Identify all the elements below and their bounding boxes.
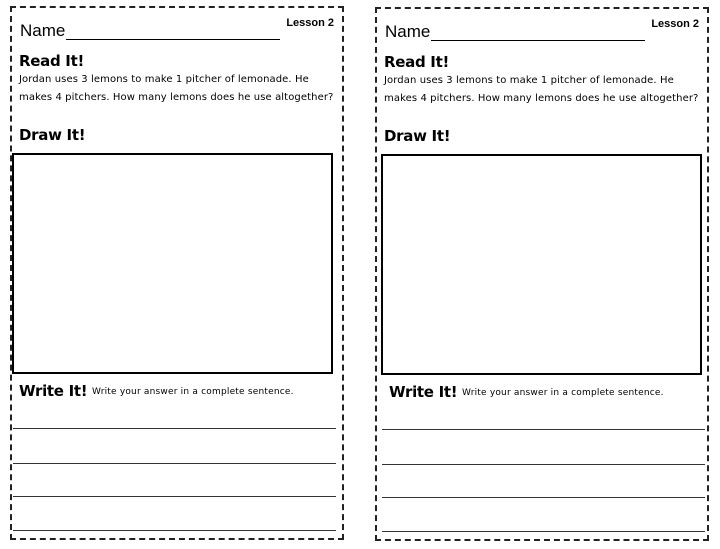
word-problem-text: Jordan uses 3 lemons to make 1 pitcher of lemonade. He makes 4 pitchers. How many lemons does he use altogether? <box>384 75 699 104</box>
answer-line[interactable] <box>13 463 336 464</box>
worksheet-card-right <box>375 7 709 541</box>
answer-line[interactable] <box>13 428 336 429</box>
draw-it-heading: Draw It! <box>384 127 451 145</box>
word-problem-text: Jordan uses 3 lemons to make 1 pitcher of lemonade. He makes 4 pitchers. How many lemons does he use altogether? <box>19 74 334 103</box>
read-it-heading: Read It! <box>384 53 449 71</box>
answer-line[interactable] <box>13 496 336 497</box>
answer-line[interactable] <box>382 497 705 498</box>
write-instruction: Write your answer in a complete sentence. <box>92 387 294 397</box>
drawing-area[interactable] <box>12 153 333 374</box>
write-it-heading: Write It! <box>19 382 88 400</box>
answer-line[interactable] <box>382 429 705 430</box>
answer-line[interactable] <box>382 531 705 532</box>
answer-line[interactable] <box>382 464 705 465</box>
draw-it-heading: Draw It! <box>19 126 86 144</box>
worksheet-card-left <box>10 6 344 540</box>
answer-line[interactable] <box>13 530 336 531</box>
lesson-label: Lesson 2 <box>651 18 699 30</box>
write-it-heading: Write It! <box>389 383 458 401</box>
lesson-label: Lesson 2 <box>286 17 334 29</box>
name-label: Name <box>20 21 66 40</box>
name-input-line[interactable] <box>66 39 280 40</box>
read-it-heading: Read It! <box>19 52 84 70</box>
name-input-line[interactable] <box>431 40 645 41</box>
write-instruction: Write your answer in a complete sentence. <box>462 388 664 398</box>
name-label: Name <box>385 22 431 41</box>
drawing-area[interactable] <box>381 154 702 375</box>
